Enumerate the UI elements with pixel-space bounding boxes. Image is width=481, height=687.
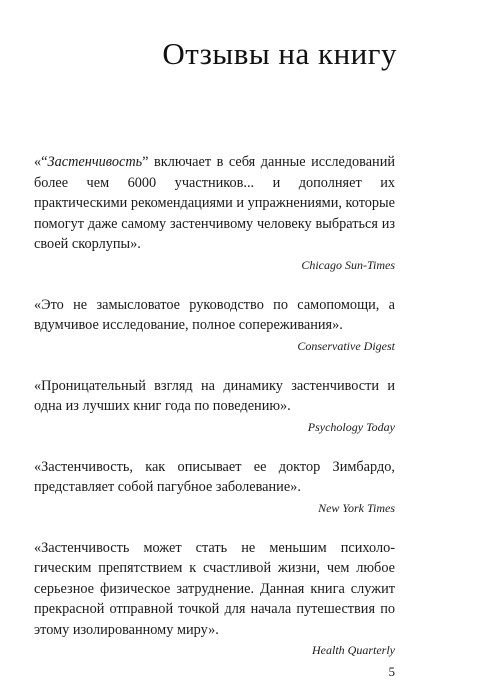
review-quote	[34, 152, 395, 255]
review-health-quarterly	[34, 538, 395, 659]
page-title: Отзывы на книгу	[162, 36, 397, 71]
review-quote: «Проницательный взгляд на динамику застенчивости и одна из лучших книг года по поведению».	[34, 377, 395, 414]
book-title-italic: Застенчивость	[47, 154, 143, 170]
review-chicago-sun-times	[34, 152, 395, 273]
review-source: Chicago Sun-Times	[301, 257, 395, 272]
review-source: Health Quarterly	[312, 643, 395, 657]
quote-text: ” включает в себя данные исследований более чем 6000 участников... и дополняет их практическими рекомендациями и упражнениями, которые помогут даже самому застенчивому человеку выбраться из своей скорлупы».	[34, 154, 395, 252]
page-number: 5	[388, 664, 395, 679]
review-conservative-digest	[34, 295, 395, 354]
review-quote: «Застенчивость может стать не меньшим психологическим препятствием к счастливой жизни, чем любое серьезное физическое затруднение. Данная книга служит прекрасной отправной точкой для начала путешествия по этому изолированному миру».	[34, 539, 395, 638]
review-source: New York Times	[318, 500, 395, 515]
review-quote: «Это не замысловатое руководство по самопомощи, а вдумчивое исследование, полное сопереживания».	[34, 296, 395, 333]
quote-open-mark: «“	[34, 154, 48, 170]
review-new-york-times	[34, 457, 395, 516]
review-quote: «Застенчивость, как описывает ее доктор Зимбардо, представляет собой пагубное заболевание».	[34, 458, 395, 495]
review-source: Psychology Today	[307, 419, 395, 434]
review-psychology-today	[34, 376, 395, 435]
reviews-list	[34, 152, 395, 680]
review-source: Conservative Digest	[297, 338, 395, 353]
